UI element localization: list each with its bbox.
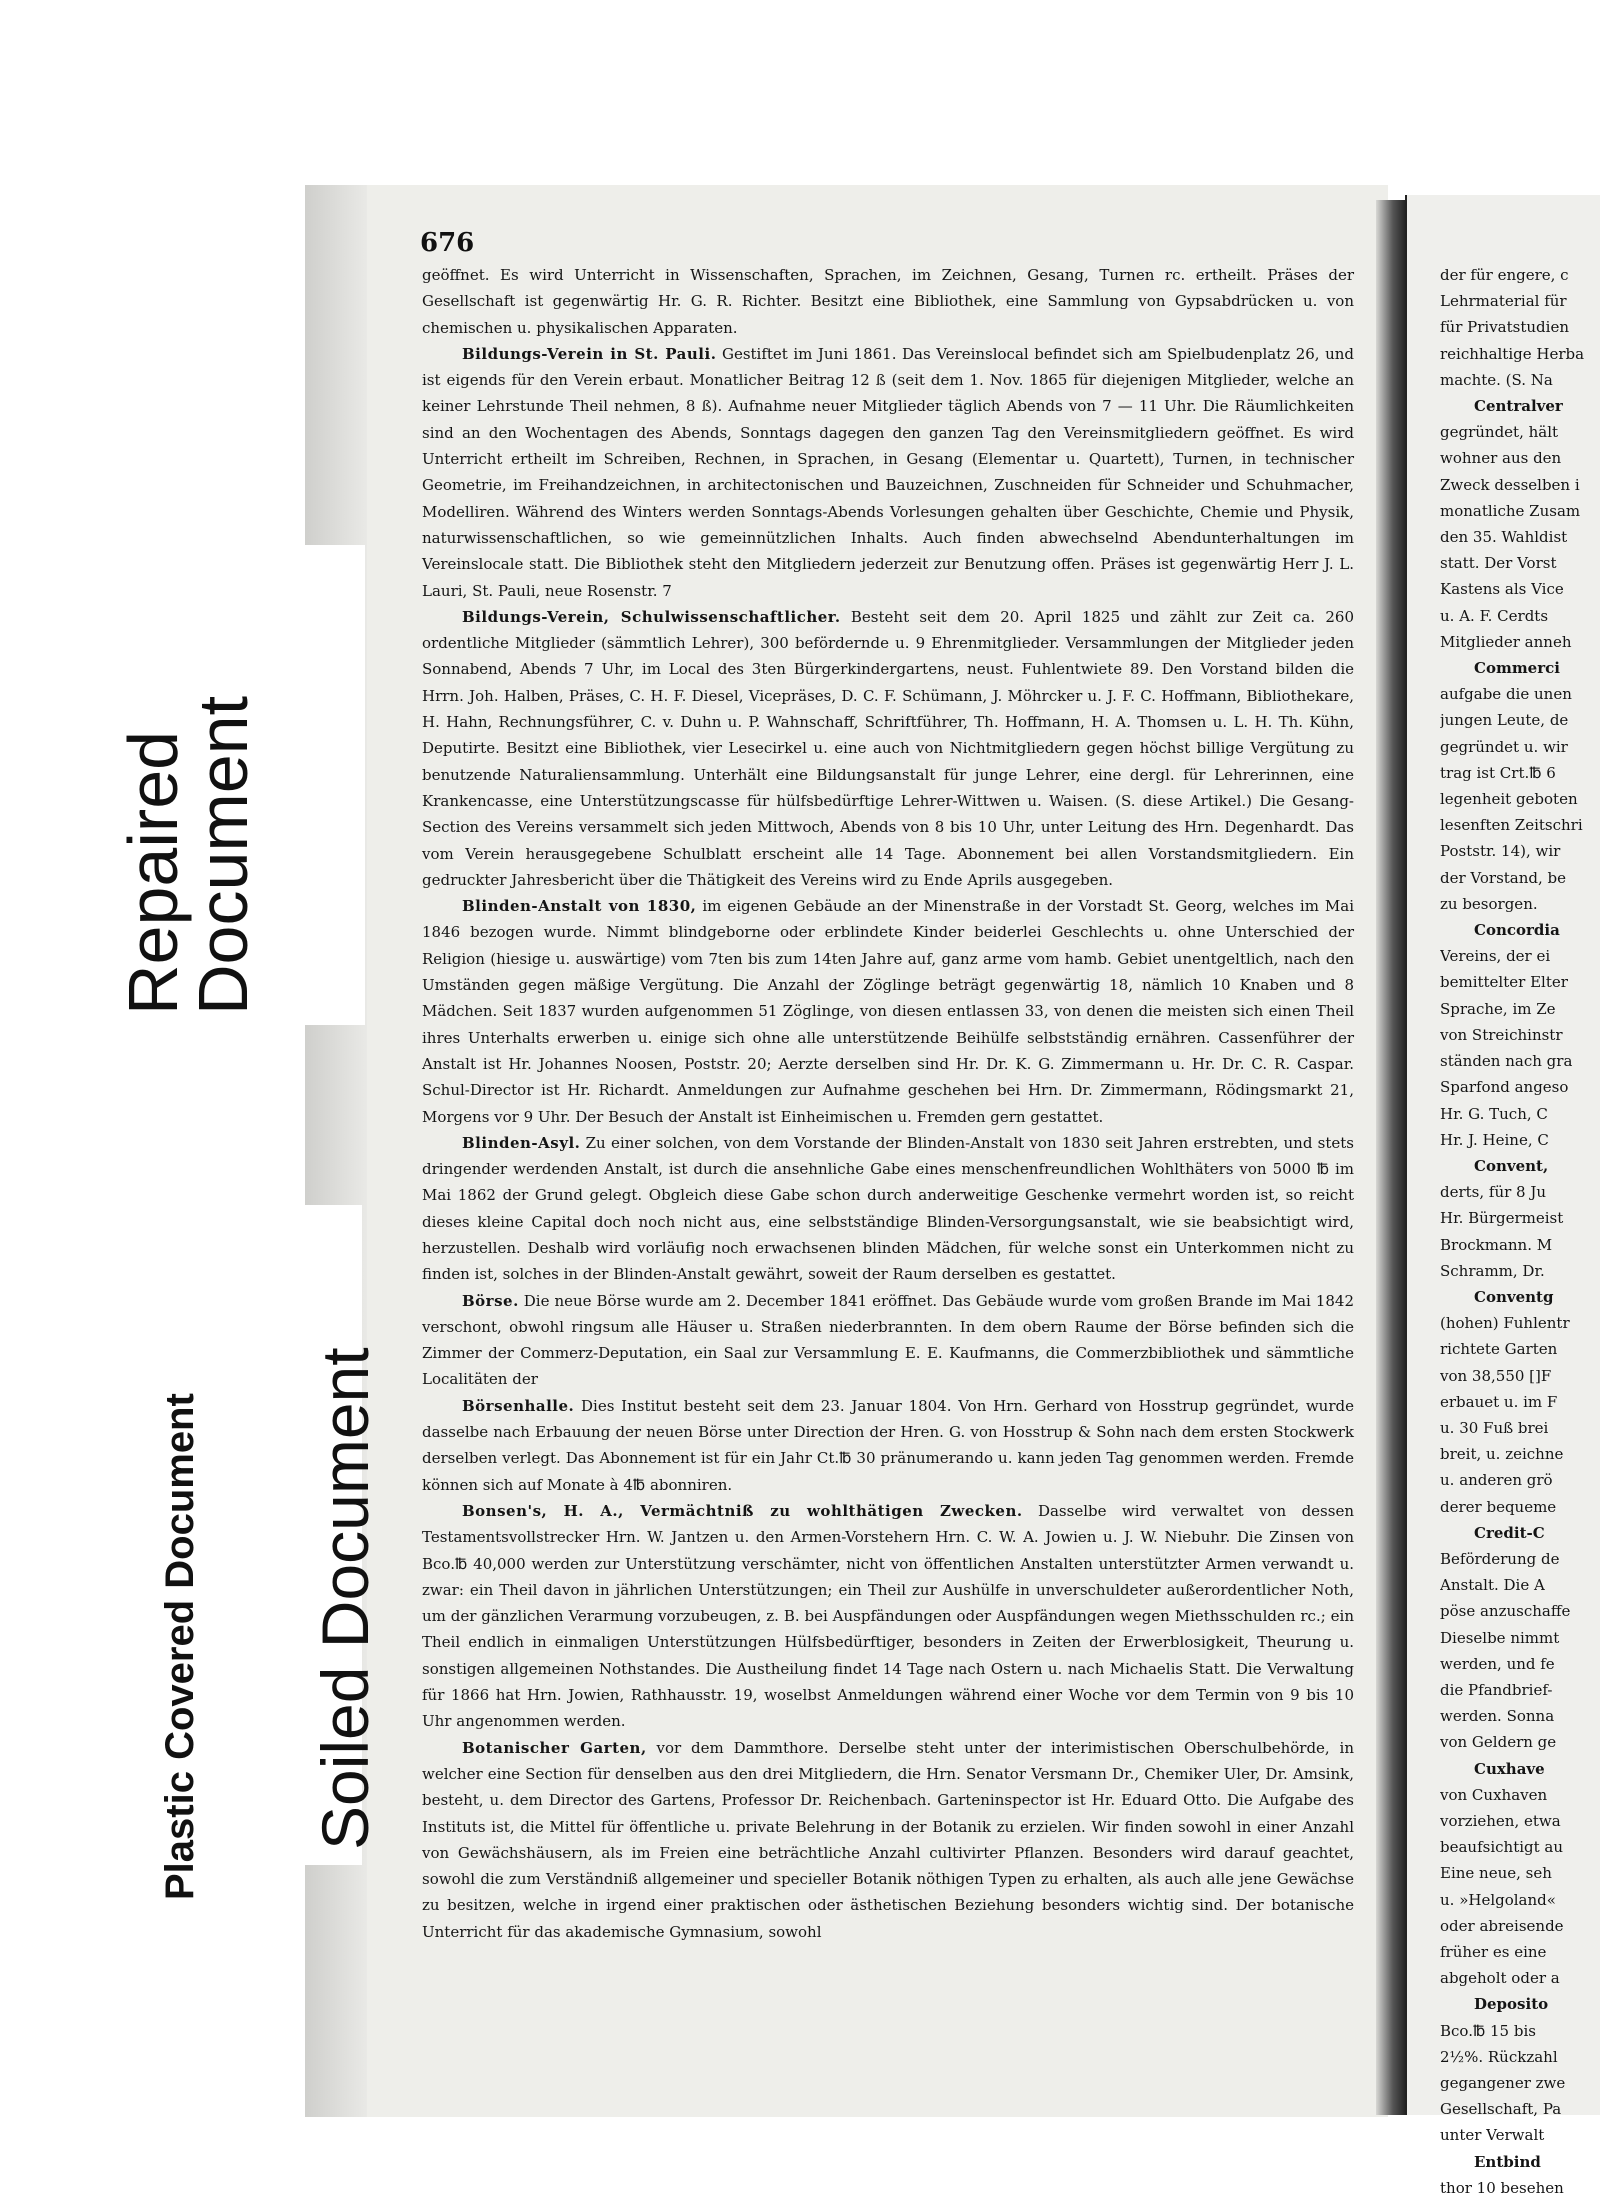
right-text-line: für Privatstudien bbox=[1440, 318, 1569, 337]
right-text-line: der Vorstand, be bbox=[1440, 868, 1567, 887]
right-text-line: Hr. G. Tuch, C bbox=[1440, 1104, 1548, 1123]
entry-paragraph bbox=[422, 1393, 1354, 1498]
right-text-line: breit, u. zeichne bbox=[1440, 1445, 1564, 1464]
right-text-line: 2½%. Rückzahl bbox=[1440, 2047, 1558, 2066]
entry-heading: Bildungs-Verein, Schulwissenschaftlicher. bbox=[462, 607, 841, 626]
right-page-text bbox=[1440, 262, 1598, 2201]
right-text-line: Sprache, im Ze bbox=[1440, 999, 1556, 1018]
right-text-line: u. »Helgoland« bbox=[1440, 1890, 1556, 1909]
right-text-line: Sparfond angeso bbox=[1440, 1078, 1569, 1097]
right-text-line: Mitglieder anneh bbox=[1440, 632, 1572, 651]
right-text-line: gegründet u. wir bbox=[1440, 737, 1568, 756]
right-text-line: von 38,550 []F bbox=[1440, 1366, 1552, 1385]
right-text-line: von Streichinstr bbox=[1440, 1025, 1563, 1044]
entry-body: im eigenen Gebäude an der Minenstraße in der Vorstadt St. Georg, welches im Mai 1846 bezogen wurde. Nimmt blindgeborne oder erblindete Kinder beiderlei Geschlechts u. ohne Unterschied der Religion (hiesige u. auswärtige) vom 7ten bis zum 14ten Jahre auf, ganz arme vom hamb. Gebiet unentgeltlich, nach den Umständen gegen mäßige Vergütung. Die Anzahl der Zöglinge beträgt gegenwärtig 18, nämlich 10 Knaben und 8 Mädchen. Seit 1837 wurden aufgenommen 51 Zöglinge, von diesen entlassen 33, von denen die meisten sich einen Theil ihres Unterhalts erwerben u. einige sich ohne alle unterstützende Beihülfe selbstständig ernähren. Cassenführer der Anstalt ist Hr. Johannes Noosen, Poststr. 20; Aerzte derselben sind Hr. Dr. K. G. Zimmermann u. Hr. Dr. C. R. Caspar. Schul-Director ist Hr. Richardt. Anmeldungen zur Aufnahme geschehen bei Hrn. Dr. Zimmermann, Rödingsmarkt 21, Morgens vor 9 Uhr. Der Besuch der Anstalt ist Einheimischen u. Fremden gern gestattet. bbox=[422, 897, 1354, 1126]
entry-body: Besteht seit dem 20. April 1825 und zählt zur Zeit ca. 260 ordentliche Mitglieder (sämmtlich Lehrer), 300 befördernde u. 9 Ehrenmitglieder. Versammlungen der Mitglieder jeden Sonnabend, Abends 7 Uhr, im Local des 3ten Bürgerkindergartens, neust. Fuhlentwiete 89. Den Vorstand bilden die Hrrn. Joh. Halben, Präses, C. H. F. Diesel, Vicepräses, D. C. F. Schümann, J. Möhrcker u. J. F. C. Hoffmann, Bibliothekare, H. Hahn, Rechnungsführer, C. v. Duhn u. P. Wahnschaff, Schriftführer, Th. Hoffmann, H. A. Thomsen u. L. H. Th. Kühn, Deputirte. Besitzt eine Bibliothek, vier Lesecirkel u. eine auch von Nichtmitgliedern gegen höchst billige Vergütung zu benutzende Naturaliensammlung. Unterhält eine Bildungsanstalt für junge Lehrer, eine dergl. für Lehrerinnen, eine Krankencasse, eine Unterstützungscasse für hülfsbedürftige Lehrer-Wittwen u. Waisen. (S. diese Artikel.) Die Gesang-Section des Vereins versammelt sich jeden Mittwoch, Abends von 8 bis 10 Uhr, unter Leitung des Hrn. Degenhardt. Das vom Verein herausgegebene Schulblatt erscheint alle 14 Tage. Abonnement bei allen Vorstandsmitgliedern. Ein gedruckter Jahresbericht über die Thätigkeit des Vereins wird zu Ende Aprils ausgegeben. bbox=[422, 607, 1354, 889]
right-text-line: zu besorgen. bbox=[1440, 894, 1538, 913]
page-number: 676 bbox=[420, 228, 475, 258]
right-text-line: Anstalt. Die A bbox=[1440, 1576, 1545, 1595]
right-entry-heading: Convent, bbox=[1474, 1156, 1549, 1175]
right-text-line: Lehrmaterial für bbox=[1440, 292, 1567, 311]
entry-paragraph bbox=[422, 1735, 1354, 1945]
right-text-line: monatliche Zusam bbox=[1440, 501, 1581, 520]
right-text-line: statt. Der Vorst bbox=[1440, 554, 1557, 573]
right-text-line: trag ist Crt.℔ 6 bbox=[1440, 763, 1556, 782]
entry-heading: Börsenhalle. bbox=[462, 1396, 575, 1415]
right-text-line: Eine neue, seh bbox=[1440, 1864, 1552, 1883]
right-text-line: ständen nach gra bbox=[1440, 1052, 1573, 1071]
right-text-line: gegangener zwe bbox=[1440, 2074, 1566, 2093]
plastic-covered-document-text: Plastic Covered Document bbox=[158, 1393, 202, 1900]
entry-body: Gestiftet im Juni 1861. Das Vereinslocal befindet sich am Spielbudenplatz 26, und ist eigends für den Verein erbaut. Monatlicher Beitrag 12 ß (seit dem 1. Nov. 1865 für diejenigen Mitglieder, welche an keiner Lehrstunde Theil nehmen, 8 ß). Aufnahme neuer Mitglieder täglich Abends von 7 — 11 Uhr. Die Räumlichkeiten sind an den Wochentagen des Abends, Sonntags dagegen den ganzen Tag den Vereinsmitgliedern geöffnet. Es wird Unterricht ertheilt im Schreiben, Rechnen, in Sprachen, in Gesang (Elementar u. Quartett), Turnen, in technischer Geometrie, im Freihandzeichnen, in architectonischen und Bauzeichnen, Zuschneiden für Schneider und Schuhmacher, Modelliren. Während des Winters werden Sonntags-Abends Vorlesungen gehalten über Geschichte, Chemie und Physik, naturwissenschaftlichen, so wie gemeinnützlichen Inhalts. Auch finden abwechselnd Abendunterhaltungen im Vereinslocale statt. Die Bibliothek steht den Mitgliedern jederzeit zur Benutzung offen. Präses ist gegenwärtig Herr J. L. Lauri, St. Pauli, neue Rosenstr. 7 bbox=[422, 344, 1355, 600]
right-text-line: Vereins, der ei bbox=[1440, 947, 1551, 966]
right-text-line: von Geldern ge bbox=[1440, 1733, 1557, 1752]
entry-paragraph bbox=[422, 1288, 1354, 1393]
right-text-line: richtete Garten bbox=[1440, 1340, 1558, 1359]
right-text-line: die Pfandbrief- bbox=[1440, 1680, 1553, 1699]
entry-body: Dasselbe wird verwaltet von dessen Testamentsvollstrecker Hrn. W. Jantzen u. den Armen-Vorstehern Hrn. C. W. A. Jowien u. J. W. Niebuhr. Die Zinsen von Bco.℔ 40,000 werden zur Unterstützung verschämter, nicht von öffentlichen Anstalten unterstützter Armen verwandt u. zwar: ein Theil davon in jährlichen Unterstützungen; ein Theil zur Aushülfe in unverschuldeter außerordentlicher Noth, um der gänzlichen Verarmung vorzubeugen, z. B. bei Auspfändungen oder Auspfändungen wegen Miethsschulden rc.; ein Theil endlich in einmaligen Unterstützungen Hülfsbedürftiger, besonders in Zeiten der Erwerblosigkeit, Theurung u. sonstigen allgemeinen Nothstandes. Die Austheilung findet 14 Tage nach Ostern u. nach Michaelis Statt. Die Verwaltung für 1866 hat Hrn. Jowien, Rathhausstr. 19, woselbst Anmeldungen während einer Woche vor dem Termin von 9 bis 10 Uhr angenommen werden. bbox=[422, 1501, 1354, 1731]
entry-heading: Blinden-Asyl. bbox=[462, 1133, 581, 1152]
repaired-label-line-1: Repaired bbox=[114, 730, 192, 1015]
right-text-line: Beförderung de bbox=[1440, 1549, 1560, 1568]
repaired-document-text bbox=[114, 695, 262, 1015]
right-text-line: oder abreisende bbox=[1440, 1916, 1564, 1935]
right-text-line: aufgabe die unen bbox=[1440, 685, 1572, 704]
entry-body: Dies Institut besteht seit dem 23. Januar 1804. Von Hrn. Gerhard von Hosstrup gegründet, wurde dasselbe nach Erbauung der neuen Börse unter Direction der Hren. G. von Hosstrup & Sohn nach dem ersten Stockwerk derselben verlegt. Das Abonnement ist für ein Jahr Ct.℔ 30 pränumerando u. kann jeden Tag genommen werden. Fremde können sich auf Monate à 4℔ abonniren. bbox=[422, 1396, 1354, 1494]
right-text-line: derer bequeme bbox=[1440, 1497, 1557, 1516]
entry-body: Die neue Börse wurde am 2. December 1841 eröffnet. Das Gebäude wurde vom großen Brande im Mai 1842 verschont, obwohl ringsum alle Häuser u. Straßen niederbrannten. In dem obern Raume der Börse befinden sich die Zimmer der Commerz-Deputation, ein Saal zur Versammlung E. E. Kaufmanns, die Commerzbibliothek und sämmtliche Localitäten der bbox=[422, 1291, 1354, 1389]
right-text-line: u. 30 Fuß brei bbox=[1440, 1418, 1549, 1437]
right-text-line: von Cuxhaven bbox=[1440, 1785, 1548, 1804]
right-text-line: unter Verwalt bbox=[1440, 2126, 1545, 2145]
entry-heading: Börse. bbox=[462, 1291, 519, 1310]
right-text-line: bemittelter Elter bbox=[1440, 973, 1568, 992]
right-text-line: pöse anzuschaffe bbox=[1440, 1602, 1571, 1621]
right-text-line: u. anderen grö bbox=[1440, 1471, 1553, 1490]
right-text-line: erbauet u. im F bbox=[1440, 1392, 1558, 1411]
right-entry-heading: Concordia bbox=[1474, 921, 1560, 940]
right-text-line: derts, für 8 Ju bbox=[1440, 1183, 1547, 1202]
right-text-line: u. A. F. Cerdts bbox=[1440, 606, 1549, 625]
right-text-line: Schramm, Dr. bbox=[1440, 1261, 1545, 1280]
entry-body: vor dem Dammthore. Derselbe steht unter der interimistischen Oberschulbehörde, in welcher eine Section für denselben aus den drei Mitgliedern, die Hrn. Senator Versmann Dr., Chemiker Uler, Dr. Amsink, besteht, u. dem Director des Gartens, Professor Dr. Reichenbach. Garteninspector ist Hr. Eduard Otto. Die Aufgabe des Instituts ist, die Mittel für öffentliche u. private Belehrung in der Botanik zu erzielen. Wir finden sowohl in einer Anzahl von Gewächshäusern, als im Freien eine beträchtliche Anzahl cultivirter Pflanzen. Besonders wird darauf geachtet, sowohl die zum Verständniß allgemeiner und specieller Botanik nöthigen Typen zu erhalten, als auch alle jene Gewächse zu besitzen, welche in irgend einer praktischen oder ästhetischen Beziehung besonders wichtig sind. Der botanische Unterricht für das akademische Gymnasium, sowohl bbox=[422, 1738, 1354, 1941]
entry-body: Zu einer solchen, von dem Vorstande der Blinden-Anstalt von 1830 seit Jahren erstrebten, und stets dringender werdenden Anstalt, ist durch die ansehnliche Gabe eines menschenfreundlichen Wohlthäters von 5000 ℔ im Mai 1862 der Grund gelegt. Obgleich diese Gabe schon durch anderweitige Geschenke vermehrt worden ist, so reicht dieses kleine Capital doch noch nicht aus, eine selbstständige Blinden-Versorgungsanstalt, wie sie beabsichtigt wird, herzustellen. Deshalb wird vorläufig noch erwachsenen blinden Mädchen, für welche sonst ein Unterkommen nicht zu finden ist, solches in der Blinden-Anstalt gewährt, soweit der Raum derselben es gestattet. bbox=[422, 1133, 1354, 1284]
entry-heading: Bonsen's, H. A., Vermächtniß zu wohlthätigen Zwecken. bbox=[462, 1501, 1023, 1520]
entry-heading: Bildungs-Verein in St. Pauli. bbox=[462, 344, 717, 363]
right-text-line: jungen Leute, de bbox=[1440, 711, 1569, 730]
entry-paragraph bbox=[422, 604, 1354, 893]
left-page-text bbox=[422, 262, 1354, 1945]
right-entry-heading: Commerci bbox=[1474, 659, 1560, 678]
right-text-line: beaufsichtigt au bbox=[1440, 1838, 1564, 1857]
entry-body: geöffnet. Es wird Unterricht in Wissenschaften, Sprachen, im Zeichnen, Gesang, Turnen rc. ertheilt. Präses der Gesellschaft ist gegenwärtig Hr. G. R. Richter. Besitzt eine Bibliothek, eine Sammlung von Gypsabdrücken u. von chemischen u. physikalischen Apparaten. bbox=[422, 266, 1354, 337]
repaired-label-line-2: Document bbox=[184, 695, 262, 1015]
right-text-line: Kastens als Vice bbox=[1440, 580, 1564, 599]
right-text-line: Hr. Bürgermeist bbox=[1440, 1209, 1564, 1228]
right-text-line: thor 10 besehen bbox=[1440, 2178, 1564, 2197]
right-text-line: Brockmann. M bbox=[1440, 1235, 1553, 1254]
right-text-line: lesenften Zeitschri bbox=[1440, 816, 1583, 835]
right-text-line: vorziehen, etwa bbox=[1440, 1811, 1561, 1830]
right-text-line: abgeholt oder a bbox=[1440, 1969, 1560, 1988]
right-text-line: Gesellschaft, Pa bbox=[1440, 2100, 1562, 2119]
entry-heading: Blinden-Anstalt von 1830, bbox=[462, 897, 697, 916]
entry-paragraph bbox=[422, 1130, 1354, 1288]
right-text-line: werden, und fe bbox=[1440, 1654, 1555, 1673]
right-text-line: reichhaltige Herba bbox=[1440, 344, 1585, 363]
right-text-line: Hr. J. Heine, C bbox=[1440, 1130, 1549, 1149]
right-entry-heading: Cuxhave bbox=[1474, 1759, 1545, 1778]
right-text-line: der für engere, c bbox=[1440, 266, 1569, 284]
right-text-line: Dieselbe nimmt bbox=[1440, 1628, 1560, 1647]
right-entry-heading: Deposito bbox=[1474, 1995, 1549, 2014]
entry-paragraph bbox=[422, 893, 1354, 1130]
right-text-line: früher es eine bbox=[1440, 1943, 1547, 1961]
right-entry-heading: Conventg bbox=[1474, 1287, 1554, 1306]
soiled-document-text: Soiled Document bbox=[308, 1347, 382, 1850]
right-text-line: wohner aus den bbox=[1440, 449, 1562, 468]
right-text-line: legenheit geboten bbox=[1440, 790, 1578, 809]
entry-paragraph bbox=[422, 341, 1354, 604]
entry-paragraph bbox=[422, 262, 1354, 341]
right-text-line: Zweck desselben i bbox=[1440, 475, 1580, 494]
right-text-line: machte. (S. Na bbox=[1440, 370, 1553, 389]
right-entry-heading: Entbind bbox=[1474, 2152, 1541, 2171]
right-text-line: Poststr. 14), wir bbox=[1440, 842, 1561, 861]
right-text-line: werden. Sonna bbox=[1440, 1707, 1555, 1726]
entry-heading: Botanischer Garten, bbox=[462, 1738, 647, 1757]
right-text-line: gegründet, hält bbox=[1440, 423, 1559, 442]
right-entry-heading: Centralver bbox=[1474, 397, 1563, 416]
right-text-line: den 35. Wahldist bbox=[1440, 528, 1568, 547]
entry-paragraph bbox=[422, 1498, 1354, 1735]
right-text-line: (hohen) Fuhlentr bbox=[1440, 1314, 1570, 1333]
right-text-line: Bco.℔ 15 bis bbox=[1440, 2021, 1536, 2040]
right-entry-heading: Credit-C bbox=[1474, 1523, 1545, 1542]
